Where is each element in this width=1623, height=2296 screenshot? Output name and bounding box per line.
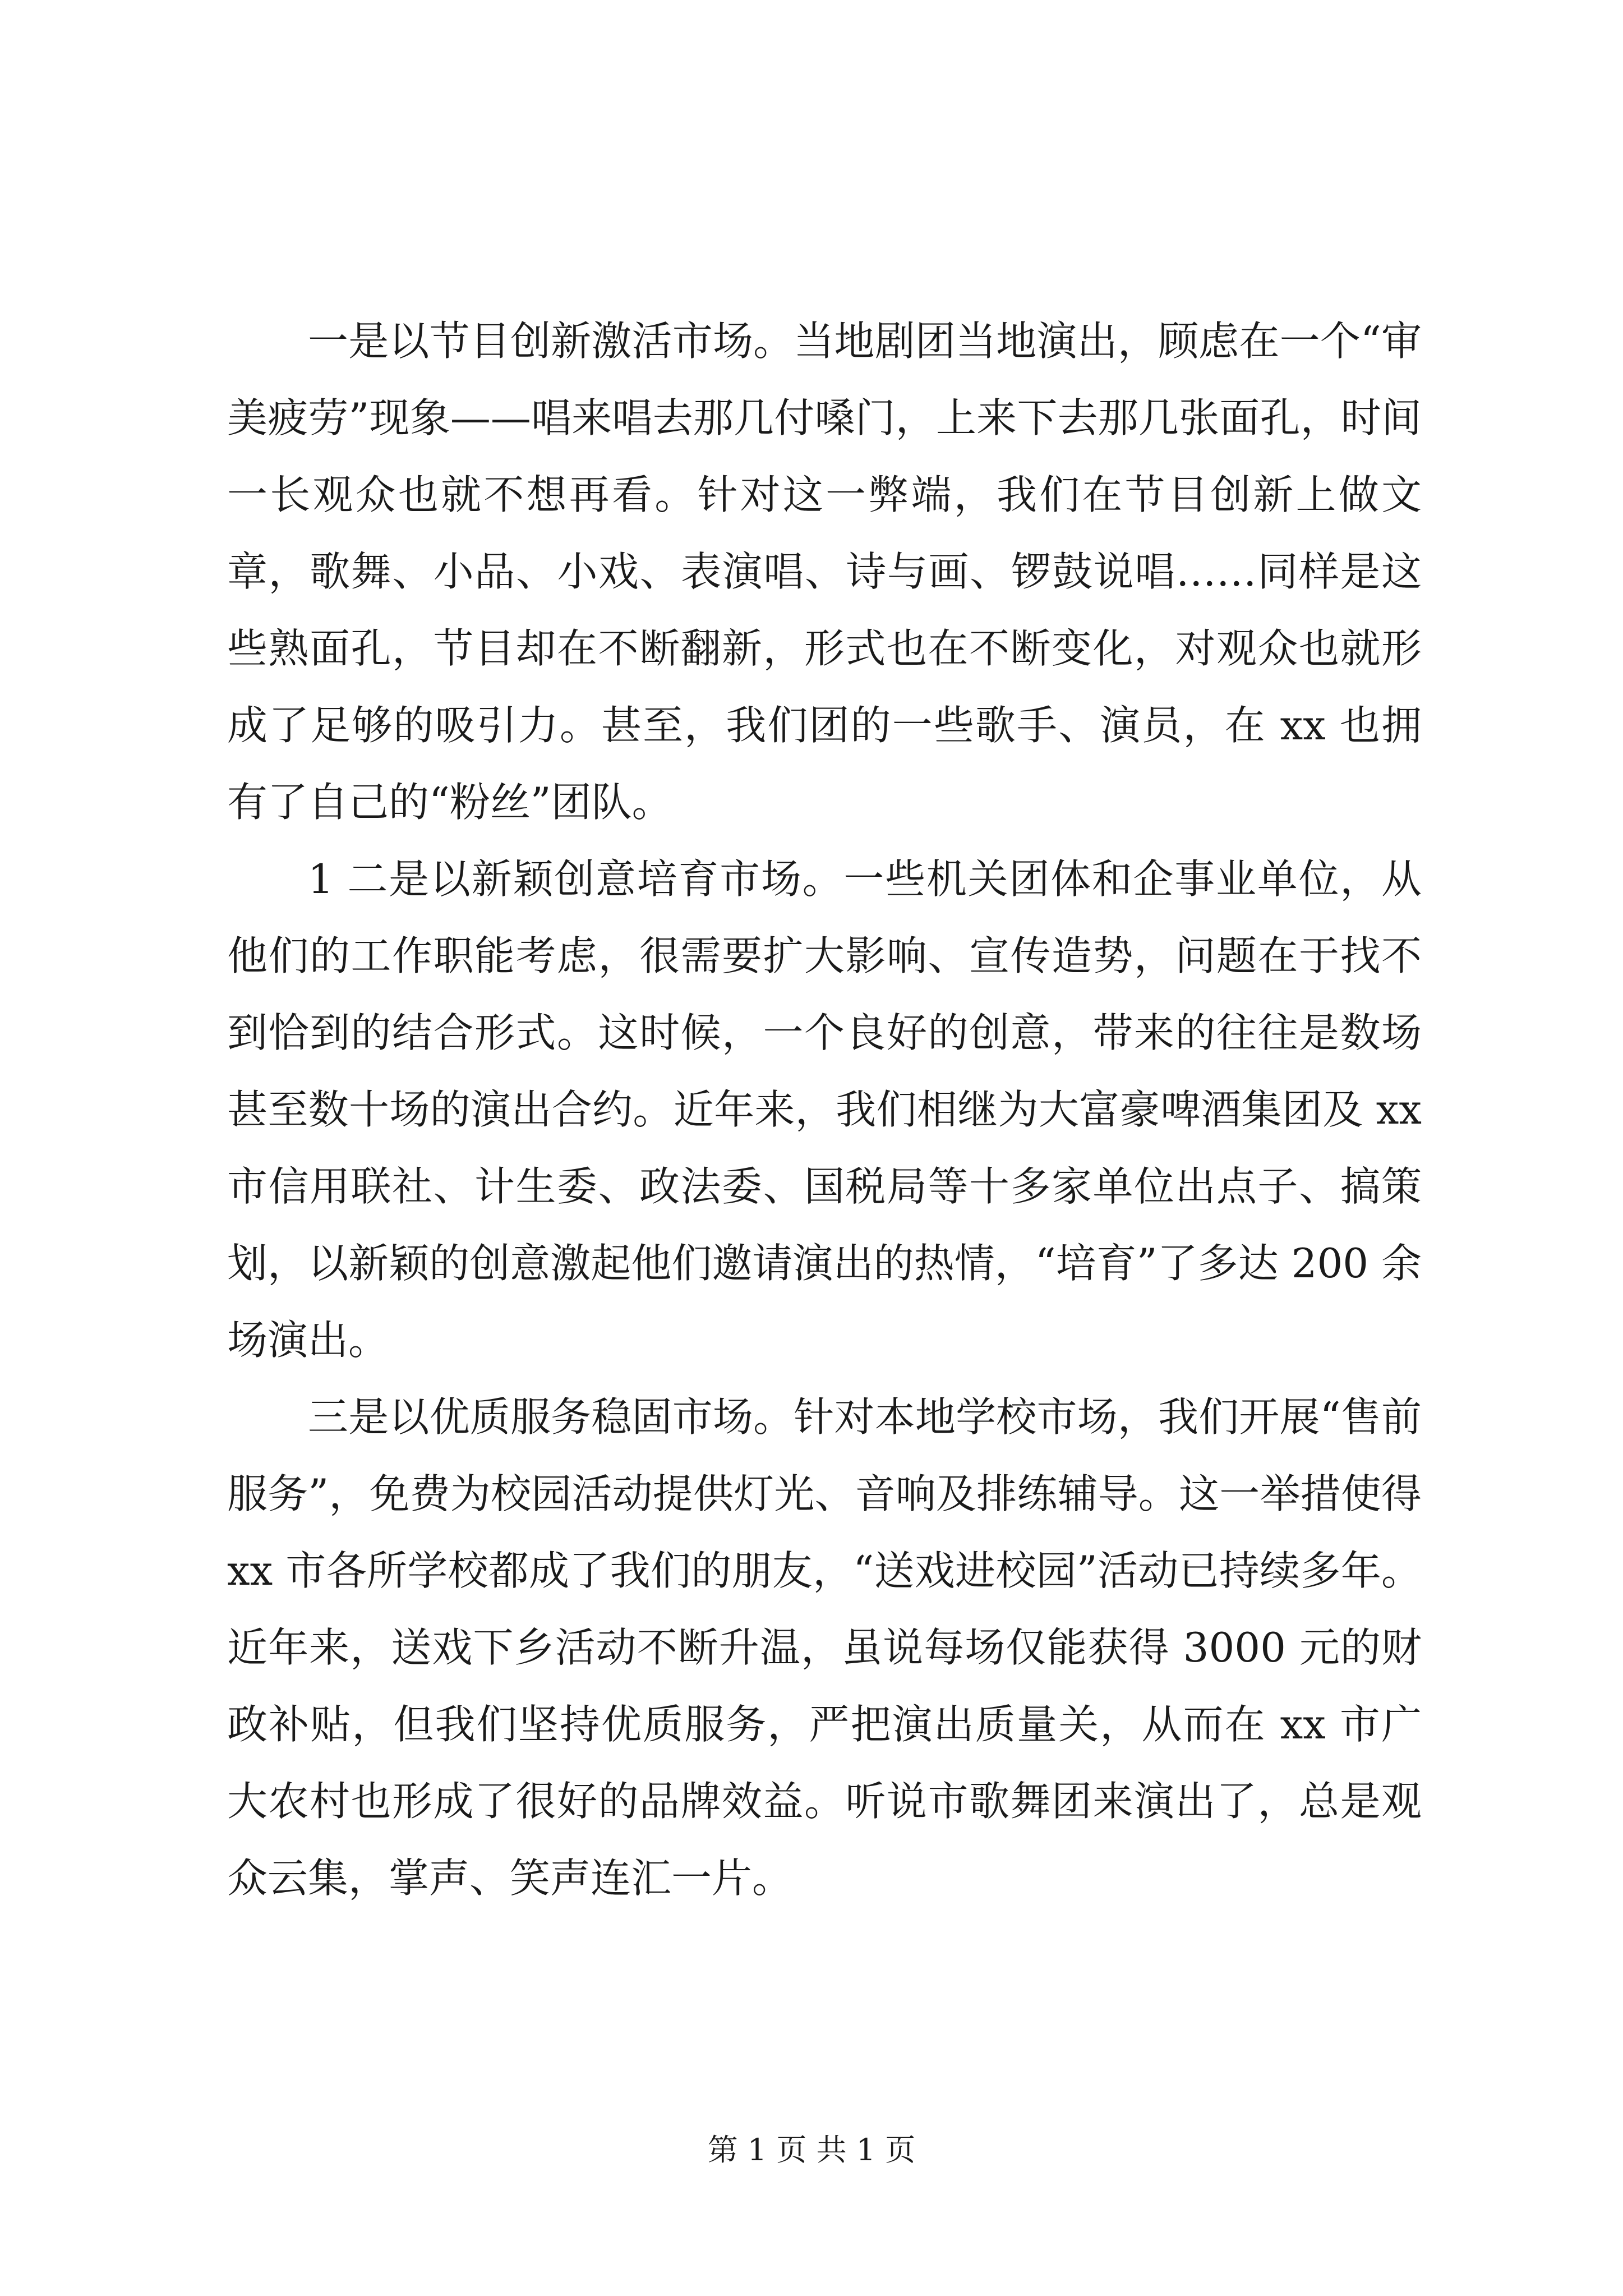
document-body (227, 303, 1422, 1917)
paragraph-3: 三是以优质服务稳固市场。针对本地学校市场，我们开展“售前服务”，免费为校园活动提供灯光、音响及排练辅导。这一举措使得 xx 市各所学校都成了我们的朋友，“送戏进校园”活动已持续多年。近年来，送戏下乡活动不断升温，虽说每场仅能获得 3000 元的财政补贴，但我们坚持优质服务，严把演出质量关，从而在 xx 市广大农村也形成了很好的品牌效益。听说市歌舞团来演出了，总是观众云集，掌声、笑声连汇一片。 (227, 1393, 1422, 1902)
page-footer: 第 1 页 共 1 页 (707, 2132, 916, 2168)
paragraph-1: 一是以节目创新激活市场。当地剧团当地演出，顾虑在一个“审美疲劳”现象——唱来唱去那几付嗓门，上来下去那几张面孔，时间一长观众也就不想再看。针对这一弊端，我们在节目创新上做文章，歌舞、小品、小戏、表演唱、诗与画、锣鼓说唱……同样是这些熟面孔，节目却在不断翻新，形式也在不断变化，对观众也就形成了足够的吸引力。甚至，我们团的一些歌手、演员，在 xx 也拥有了自己的“粉丝”团队。 (227, 318, 1422, 826)
paragraph-2: 1 二是以新颖创意培育市场。一些机关团体和企事业单位，从他们的工作职能考虑，很需要扩大影响、宣传造势，问题在于找不到恰到的结合形式。这时候，一个良好的创意，带来的往往是数场甚至数十场的演出合约。近年来，我们相继为大富豪啤酒集团及 xx 市信用联社、计生委、政法委、国税局等十多家单位出点子、搞策划，以新颖的创意激起他们邀请演出的热情，“培育”了多达 200 余场演出。 (227, 855, 1422, 1364)
